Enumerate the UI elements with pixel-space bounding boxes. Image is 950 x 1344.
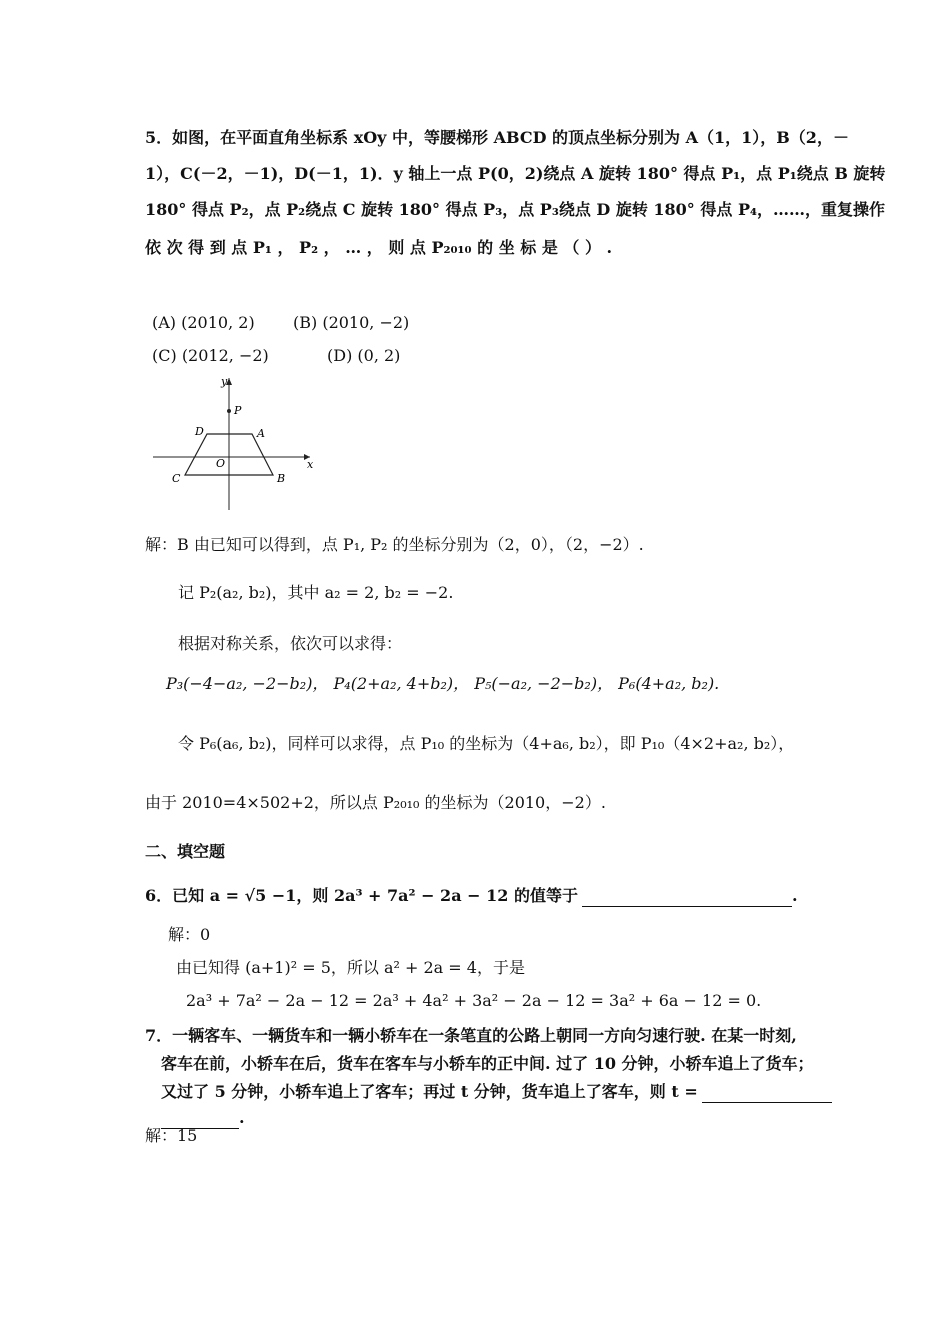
q6-period: .: [791, 886, 798, 905]
q5-line-2: 1），C(－2，－1)，D(－1，1)．y 轴上一点 P(0，2)绕点 A 旋转 180° 得点 P₁，点 P₁绕点 B 旋转: [145, 164, 886, 183]
option-b: (B) (2010, −2): [293, 313, 410, 332]
q5-line-1: 5．如图，在平面直角坐标系 xOy 中，等腰梯形 ABCD 的顶点坐标分别为 A（1，1），B（2，－: [145, 128, 849, 147]
point-p-label: P: [234, 404, 242, 417]
q6-solution-line-1: 由已知得 (a+1)² = 5，所以 a² + 2a = 4，于是: [176, 958, 525, 977]
q7-line-3-text: 又过了 5 分钟，小轿车追上了客车；再过 t 分钟，货车追上了客车，则 t =: [161, 1082, 698, 1101]
q7-line-1: 7．一辆客车、一辆货车和一辆小轿车在一条笔直的公路上朝同一方向匀速行驶. 在某一时刻,: [145, 1026, 797, 1045]
q6-stem-text: 6．已知 a = √5 −1，则 2a³ + 7a² − 2a − 12 的值等于: [145, 886, 578, 905]
q6-stem: [145, 886, 798, 907]
q5-line-4: 依 次 得 到 点 P₁ ， P₂ ， … ， 则 点 P₂₀₁₀ 的 坐 标 是 （ ） .: [145, 238, 613, 257]
q6-answer-blank: [582, 886, 792, 907]
q7-line-2: 客车在前，小轿车在后，货车在客车与小轿车的正中间. 过了 10 分钟，小轿车追上了货车；: [161, 1054, 814, 1073]
point-b-label: B: [277, 472, 286, 485]
q7-answer: 解：15: [145, 1126, 198, 1145]
point-c-label: C: [172, 472, 181, 485]
x-axis-label: x: [307, 458, 314, 471]
q5-line-3: 180° 得点 P₂，点 P₂绕点 C 旋转 180° 得点 P₃，点 P₃绕点 D 旋转 180° 得点 P₄，……，重复操作: [145, 200, 885, 219]
q7-answer-blank-1: [702, 1082, 832, 1103]
solution5-line-2: 记 P₂(a₂, b₂)，其中 a₂ = 2, b₂ = −2.: [178, 583, 454, 602]
option-c: (C) (2012, −2): [152, 346, 269, 365]
q6-answer: 解：0: [168, 925, 211, 944]
option-a: (A) (2010, 2): [152, 313, 255, 332]
solution5-line-3: 根据对称关系，依次可以求得：: [178, 634, 403, 653]
solution5-line-1: 解：B 由已知可以得到，点 P₁, P₂ 的坐标分别为（2，0），（2，−2）.: [145, 535, 644, 554]
y-axis-label: y: [221, 375, 228, 388]
solution5-line-5: 令 P₆(a₆, b₂)，同样可以求得，点 P₁₀ 的坐标为（4+a₆, b₂），即 P₁₀（4×2+a₂, b₂），: [178, 734, 795, 753]
origin-label: O: [216, 457, 226, 470]
point-d-label: D: [195, 425, 204, 438]
q7-line-3: [161, 1082, 832, 1103]
point-a-label: A: [257, 427, 265, 440]
q6-solution-line-2: 2a³ + 7a² − 2a − 12 = 2a³ + 4a² + 3a² − 2a − 12 = 3a² + 6a − 12 = 0.: [186, 991, 762, 1010]
section-heading: 二、填空题: [145, 842, 226, 861]
trapezoid-figure: [145, 370, 325, 515]
solution5-line-6: 由于 2010=4×502+2，所以点 P₂₀₁₀ 的坐标为（2010，−2）.: [145, 793, 606, 812]
solution5-line-4: P₃(−4−a₂, −2−b₂)， P₄(2+a₂, 4+b₂)， P₅(−a₂, −2−b₂)， P₆(4+a₂, b₂).: [166, 674, 720, 693]
option-d: (D) (0, 2): [327, 346, 401, 365]
q7-period: .: [239, 1108, 245, 1127]
